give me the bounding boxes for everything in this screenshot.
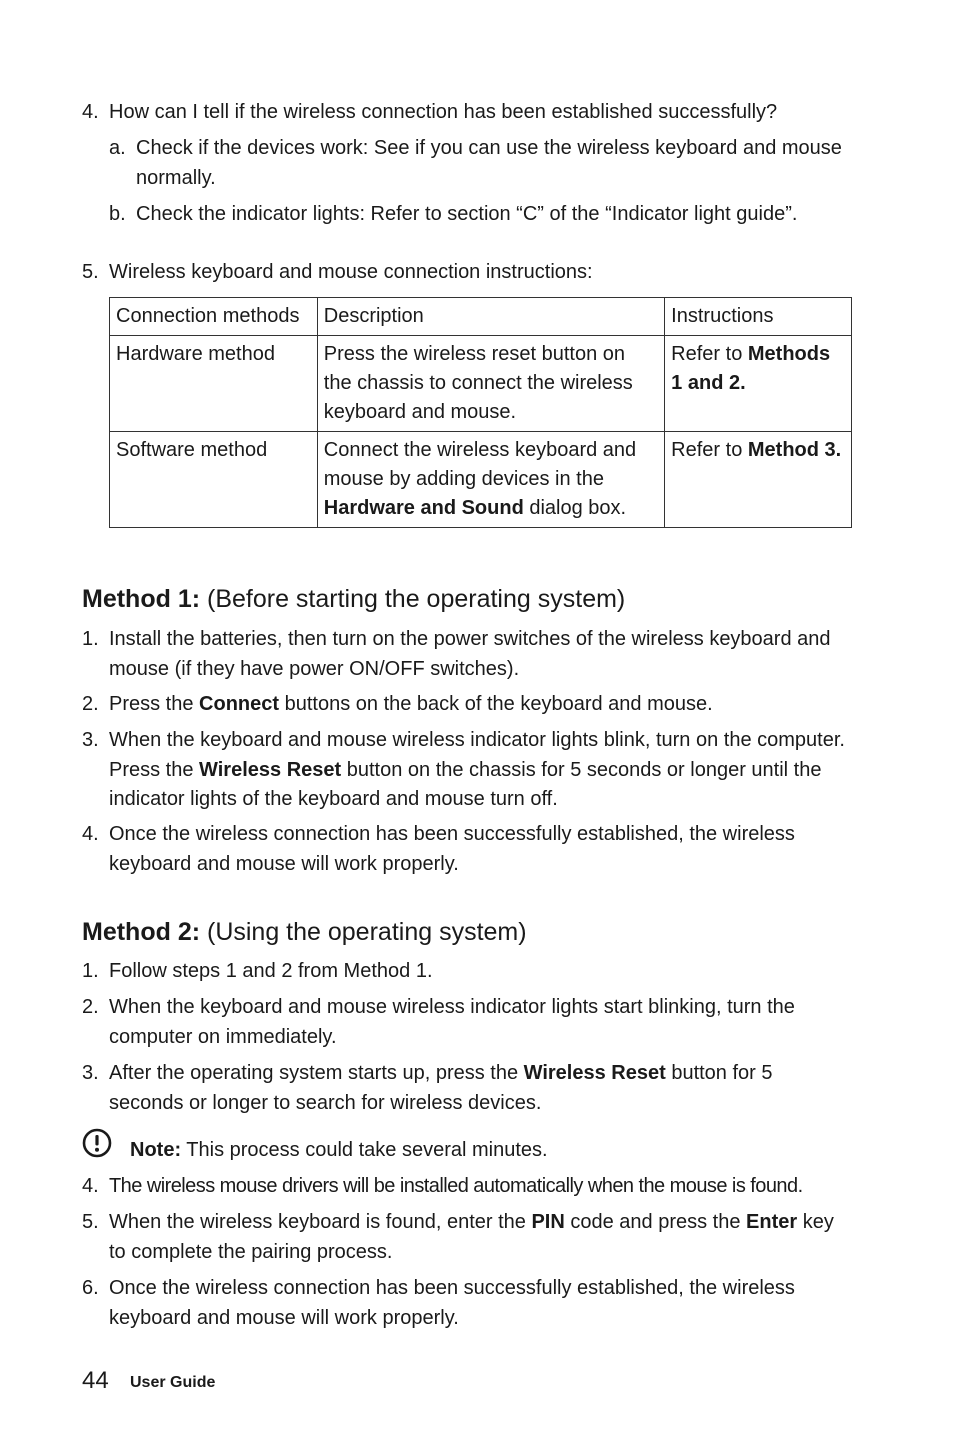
list-item-q5: [82, 258, 852, 288]
heading-rest: (Using the operating system): [200, 918, 527, 946]
step-number: 3.: [82, 1062, 99, 1084]
step-number: 2.: [82, 693, 99, 715]
warning-icon: [82, 1128, 112, 1158]
step-bold: PIN: [531, 1211, 565, 1233]
table-row: [110, 432, 852, 528]
step-text-part: button on the chassis for 5 seconds or longer until the indicator lights of the keyboard and mouse turn off.: [109, 758, 822, 810]
desc-bold: Hardware and Sound: [323, 497, 524, 519]
step-text-part: After the operating system starts up, press the: [109, 1062, 524, 1084]
table-header-cell: Description: [317, 298, 664, 336]
step-text: Install the batteries, then turn on the power switches of the wireless keyboard and mouse (if they have power ON/OFF switches).: [109, 628, 831, 680]
method2-step-4: [82, 1172, 862, 1202]
method2-step-2: [82, 993, 852, 1052]
table-cell-instructions: [665, 432, 852, 528]
table-cell-instructions: [665, 336, 852, 432]
method1-step-4: [82, 820, 852, 879]
step-bold: Enter: [746, 1211, 798, 1233]
method2-step-5: [82, 1208, 852, 1267]
step-text-part: buttons on the back of the keyboard and mouse.: [279, 693, 713, 715]
sub-item-a: [109, 134, 849, 193]
step-number: 2.: [82, 996, 99, 1018]
table-cell-description: [317, 432, 664, 528]
step-number: 1.: [82, 960, 99, 982]
sub-text: Check the indicator lights: Refer to section “C” of the “Indicator light guide”.: [136, 203, 798, 225]
table-cell-method: Hardware method: [110, 336, 318, 432]
step-text: [109, 690, 852, 720]
step-text-part: key to complete the pairing process.: [109, 1211, 834, 1263]
list-number: 5.: [82, 261, 99, 283]
step-bold: Wireless Reset: [199, 758, 342, 781]
heading-rest: (Before starting the operating system): [200, 585, 626, 613]
footer-label: User Guide: [130, 1374, 216, 1391]
step-number: 5.: [82, 1211, 99, 1233]
step-text-part: Press the: [109, 693, 200, 715]
instr-bold: Method 3.: [747, 439, 842, 461]
sub-item-b: [109, 200, 849, 230]
step-text: The wireless mouse drivers will be installed automatically when the mouse is found.: [109, 1175, 803, 1197]
list-item-q4: [82, 98, 852, 128]
step-text: Follow steps 1 and 2 from Method 1.: [109, 960, 433, 982]
instr-bold: Methods 1 and 2.: [671, 343, 831, 394]
table-row: [110, 336, 852, 432]
step-number: 4.: [82, 823, 99, 845]
sub-label: a.: [109, 137, 126, 159]
step-text: [109, 1208, 852, 1267]
method2-step-3: [82, 1059, 852, 1118]
step-text-part: code and press the: [564, 1211, 747, 1233]
step-text-part: When the wireless keyboard is found, enter the: [109, 1211, 532, 1233]
method1-heading: [82, 583, 625, 615]
table-header-row: [110, 298, 852, 336]
method1-step-1: [82, 625, 852, 684]
table-cell-description: Press the wireless reset button on the chassis to connect the wireless keyboard and mouse.: [317, 336, 664, 432]
method2-step-1: [82, 957, 852, 987]
step-bold: Wireless Reset: [523, 1062, 666, 1084]
instr-text: Refer to: [671, 343, 748, 365]
sub-text: Check if the devices work: See if you can use the wireless keyboard and mouse normally.: [136, 137, 842, 189]
note-body: This process could take several minutes.: [181, 1139, 548, 1161]
instr-text: Refer to: [671, 439, 748, 461]
method1-step-3: [82, 726, 852, 815]
list-text: How can I tell if the wireless connection has been established successfully?: [109, 101, 778, 123]
list-number: 4.: [82, 101, 99, 123]
step-number: 6.: [82, 1277, 99, 1299]
step-text: [109, 726, 852, 815]
step-text: [109, 1059, 852, 1118]
sub-label: b.: [109, 203, 126, 225]
table-header-cell: Instructions: [665, 298, 852, 336]
step-text-part: When the keyboard and mouse wireless indicator lights blink, turn on the computer. Press the: [109, 729, 845, 781]
desc-text: Connect the wireless keyboard and mouse by adding devices in the: [323, 439, 637, 490]
step-text-part: button for 5 seconds or longer to search for wireless devices.: [109, 1062, 773, 1114]
connection-methods-table: [109, 297, 852, 528]
step-text: When the keyboard and mouse wireless indicator lights start blinking, turn the computer on immediately.: [109, 996, 795, 1048]
step-number: 3.: [82, 729, 99, 751]
heading-bold: Method 1:: [82, 585, 201, 613]
step-number: 4.: [82, 1175, 99, 1197]
table-header-cell: Connection methods: [110, 298, 318, 336]
method1-step-2: [82, 690, 852, 720]
table-cell-method: Software method: [110, 432, 318, 528]
note-text: [130, 1136, 850, 1166]
method2-heading: [82, 916, 527, 948]
list-text: Wireless keyboard and mouse connection instructions:: [109, 261, 593, 283]
step-text: Once the wireless connection has been successfully established, the wireless keyboard and mouse will work properly.: [109, 1277, 795, 1329]
note-label: Note:: [130, 1139, 182, 1161]
desc-text: dialog box.: [523, 497, 627, 519]
method2-step-6: [82, 1274, 852, 1333]
step-text: Once the wireless connection has been successfully established, the wireless keyboard and mouse will work properly.: [109, 823, 795, 875]
heading-bold: Method 2:: [82, 918, 201, 946]
step-number: 1.: [82, 628, 99, 650]
step-bold: Connect: [199, 693, 280, 715]
page-number: 44: [82, 1367, 109, 1394]
